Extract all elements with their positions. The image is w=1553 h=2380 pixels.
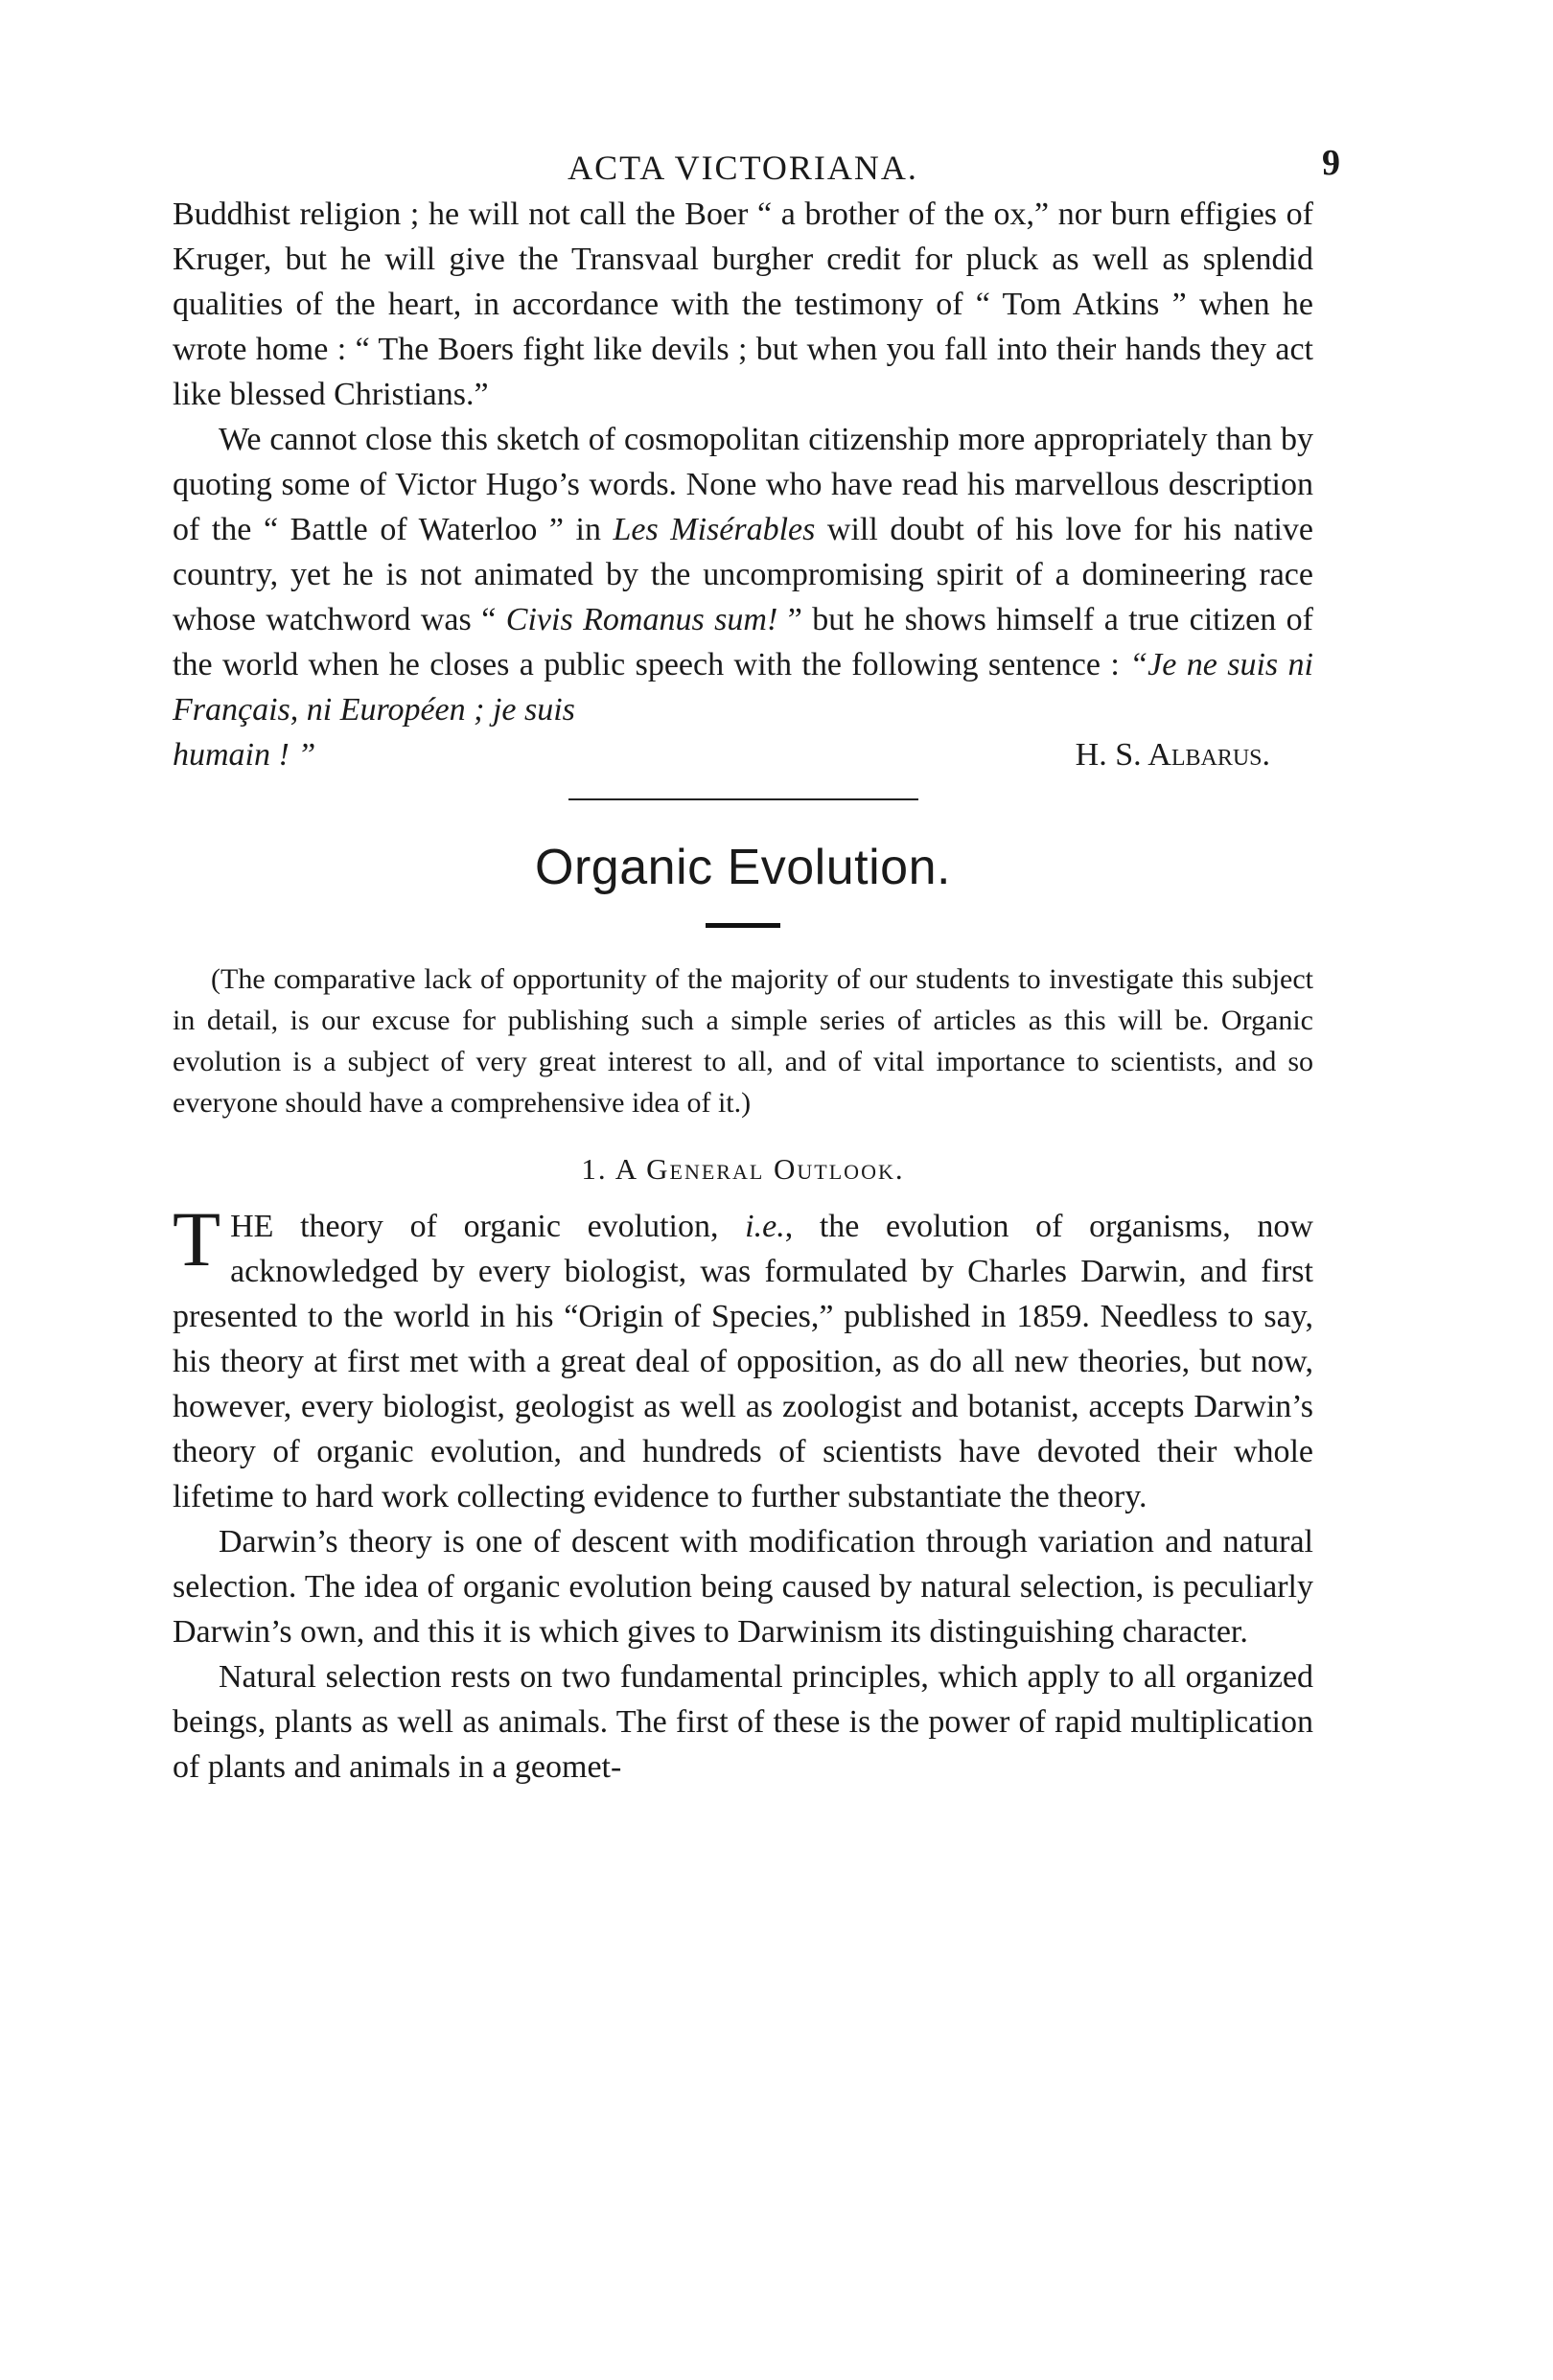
- previous-article-ending: [173, 192, 1313, 777]
- closing-quote: humain ! ”: [173, 737, 316, 773]
- paragraph: Buddhist religion ; he will not call the Boer “ a brother of the ox,” nor burn effigies of Kruger, but he will give the Transvaal burgher credit for pluck as well as splendid qualities of the heart, in accordance with the testimony of “ Tom Atkins ” when he wrote home : “ The Boers fight like devils ; but when you fall into their hands they act like blessed Christians.”: [173, 196, 1313, 412]
- title-rule: [706, 923, 780, 928]
- author-signature: H. S. Albarus.: [1075, 737, 1270, 773]
- page: [173, 134, 1342, 1790]
- book-title: Les Misérables: [613, 512, 816, 547]
- drop-cap: T: [173, 1195, 221, 1282]
- page-number: 9: [1322, 143, 1342, 183]
- paragraph: Darwin’s theory is one of descent with modification through variation and natural selection. The idea of organic evolution being caused by natural selection, is peculiarly Darwin’s own, and this it is which gives to Darwinism its distinguishing character.: [173, 1524, 1313, 1650]
- text-run: ” but he shows himself a true citizen of the world when he closes a public speech with the following sentence :: [173, 602, 1314, 682]
- running-head: [173, 134, 1342, 192]
- text-run: HE theory of organic evolution,: [230, 1209, 746, 1244]
- latin-motto: Civis Romanus sum!: [505, 602, 778, 637]
- paragraph: [173, 417, 1313, 732]
- paragraph: (The comparative lack of opportunity of the majority of our students to investigate this subject in detail, is our excuse for publishing such a simple series of articles as this will be. Organic evolution is a subject of very great interest to all, and of vital importance to scientists, and so everyone should have a comprehensive idea of it.): [173, 963, 1313, 1119]
- article-title: Organic Evolution.: [535, 840, 951, 895]
- abbreviation: i.e.: [745, 1209, 785, 1244]
- paragraph: [173, 1195, 1313, 1519]
- text-run: , the evolution of organisms, now acknowledged by every biologist, was formulated by Charles Darwin, and first presented to the world in his “Origin of Species,” published in 1859. Needless to say, his theory at first met with a great deal of opposition, as do all new theories, but now, however, every biologist, geologist as well as zoologist and botanist, accepts Darwin’s theory of organic evolution, and hundreds of scientists have devoted their whole lifetime to hard work collecting evidence to further substantiate the theory.: [173, 1209, 1313, 1514]
- text-run: We cannot close this sketch of cosmopolitan citizenship more appropriately than by quoting some of Victor Hugo’s words. None who have read his marvellous description of the “ Battle of Waterloo ” in: [173, 422, 1313, 547]
- section-divider: [568, 798, 918, 800]
- section-heading: 1. A General Outlook.: [581, 1152, 905, 1186]
- running-title: ACTA VICTORIANA.: [568, 149, 918, 187]
- text-run: will doubt of his love for his native country, yet he is not animated by the uncompromising spirit of a domineering race whose watchword was “: [173, 512, 1313, 637]
- french-quote: “Je ne suis ni Français, ni Européen ; je suis: [173, 647, 1313, 728]
- signature-line: [173, 732, 1313, 777]
- editorial-note: [173, 959, 1313, 1123]
- paragraph: Natural selection rests on two fundamental principles, which apply to all organized beings, plants as well as animals. The first of these is the power of rapid multiplication of plants and animals in a geomet-: [173, 1659, 1313, 1785]
